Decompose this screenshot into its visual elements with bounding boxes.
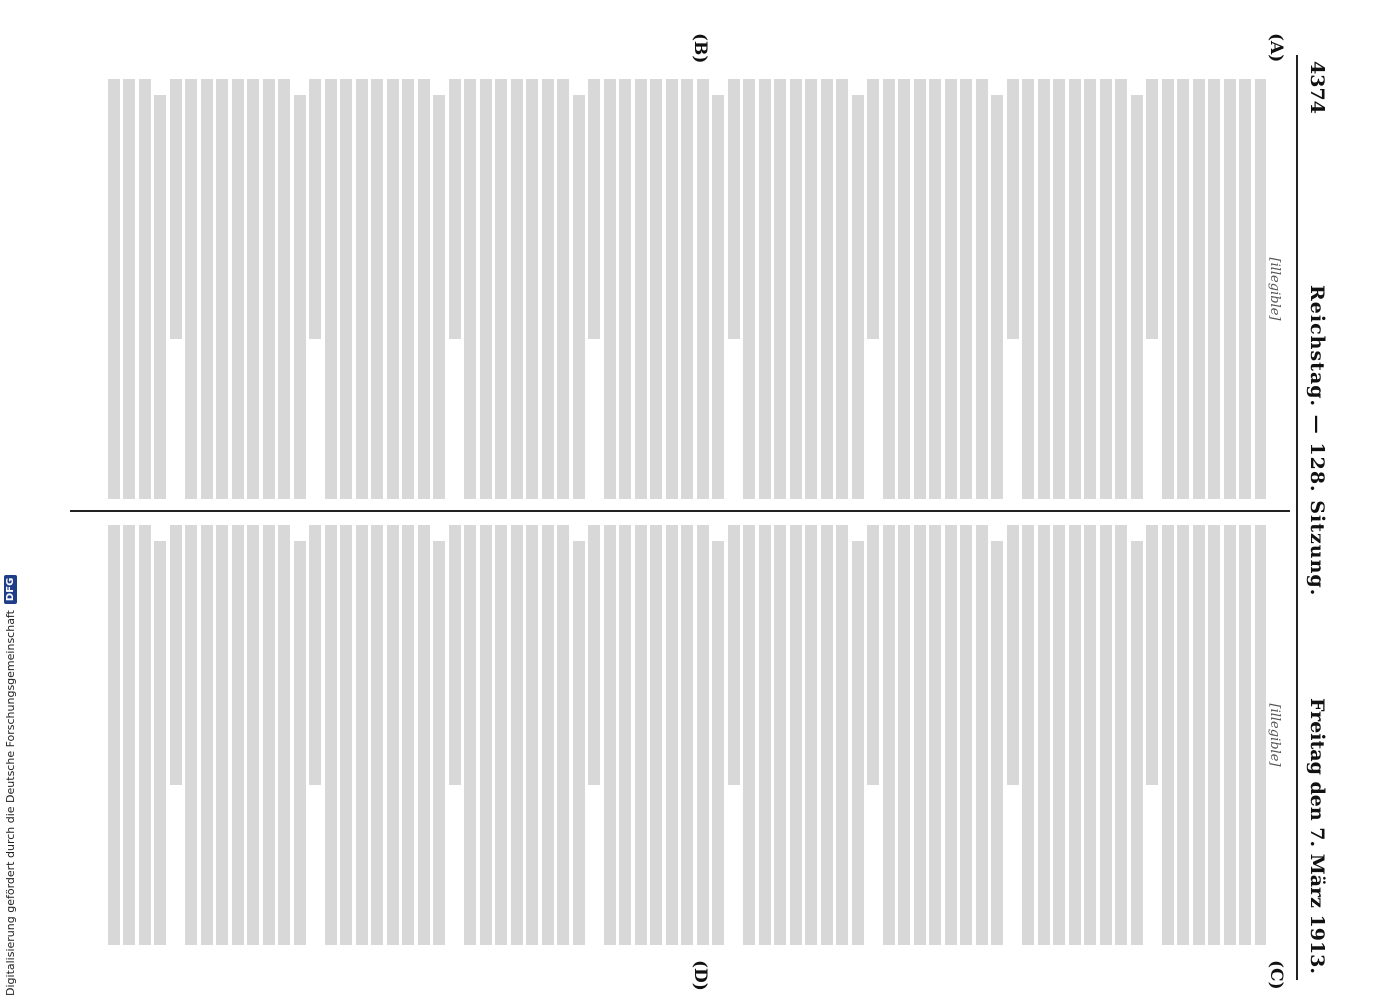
text-line-placeholder [868,525,880,785]
header-rule [1296,55,1298,980]
text-line-placeholder [1162,79,1174,499]
text-line-placeholder [232,525,244,945]
text-line-placeholder [1100,79,1112,499]
text-line-placeholder [372,525,384,945]
text-line-placeholder [372,79,384,499]
text-line-placeholder [666,79,678,499]
text-line-placeholder [604,525,616,945]
footer-credit [4,575,17,996]
text-line-placeholder [1147,79,1159,339]
text-line-placeholder [310,525,322,785]
text-line-placeholder [1116,525,1128,945]
text-line-placeholder [124,79,136,499]
text-line-placeholder [759,525,771,945]
text-line-placeholder [728,79,740,339]
text-line-placeholder [775,525,787,945]
text-line-placeholder [248,525,260,945]
text-line-placeholder [914,79,926,499]
text-line-placeholder [465,525,477,945]
text-line-placeholder [434,541,446,945]
text-line-placeholder [1069,79,1081,499]
text-line-placeholder [620,79,632,499]
text-line-placeholder [697,525,709,945]
text-line-placeholder [279,525,291,945]
text-line-placeholder [992,95,1004,499]
text-line-placeholder [1069,525,1081,945]
text-line-placeholder [744,525,756,945]
text-line-placeholder [496,79,508,499]
text-line-placeholder [1100,525,1112,945]
text-line-placeholder [387,525,399,945]
text-line-placeholder [604,79,616,499]
text-line-placeholder [852,95,864,499]
text-line-placeholder [108,79,120,499]
text-line-placeholder [124,525,136,945]
text-line-placeholder [1193,79,1205,499]
text-line-placeholder [682,525,694,945]
text-line-placeholder [325,525,337,945]
illegible-notice-left: [illegible] [1267,79,1283,499]
text-line-placeholder [837,79,849,499]
text-line-placeholder [821,525,833,945]
text-line-placeholder [697,79,709,499]
text-line-placeholder [248,79,260,499]
text-line-placeholder [279,79,291,499]
text-line-placeholder [852,541,864,945]
text-line-placeholder [945,79,957,499]
text-line-placeholder [713,541,725,945]
text-line-placeholder [1224,525,1236,945]
text-line-placeholder [728,525,740,785]
text-line-placeholder [263,525,275,945]
text-line-placeholder [480,79,492,499]
text-line-placeholder [976,79,988,499]
text-line-placeholder [961,79,973,499]
text-line-placeholder [325,79,337,499]
text-line-placeholder [217,79,229,499]
page-header [1300,55,1330,980]
margin-letter-d: (D) [690,960,710,991]
text-line-placeholder [294,541,306,945]
text-line-placeholder [1147,525,1159,785]
text-line-placeholder [403,79,415,499]
placeholder-lines-left [108,79,1283,499]
margin-letter-b: (B) [690,33,710,64]
text-line-placeholder [1085,79,1097,499]
text-line-placeholder [465,79,477,499]
text-line-placeholder [992,541,1004,945]
text-line-placeholder [1255,525,1267,945]
text-line-placeholder [480,525,492,945]
text-column-left [71,79,1286,499]
text-line-placeholder [217,525,229,945]
text-line-placeholder [589,525,601,785]
text-line-placeholder [449,79,461,339]
text-line-placeholder [511,525,523,945]
text-line-placeholder [651,79,663,499]
text-line-placeholder [589,79,601,339]
text-line-placeholder [759,79,771,499]
text-line-placeholder [666,525,678,945]
text-line-placeholder [496,525,508,945]
text-line-placeholder [201,525,213,945]
text-line-placeholder [899,79,911,499]
text-line-placeholder [1178,79,1190,499]
text-line-placeholder [883,525,895,945]
text-line-placeholder [1178,525,1190,945]
text-line-placeholder [573,95,585,499]
text-line-placeholder [1085,525,1097,945]
text-line-placeholder [387,79,399,499]
text-line-placeholder [1255,79,1267,499]
text-line-placeholder [573,541,585,945]
header-date: Freitag den 7. März 1913. [1306,698,1328,974]
text-column-right [71,525,1286,945]
text-line-placeholder [155,95,167,499]
text-line-placeholder [806,525,818,945]
text-line-placeholder [294,95,306,499]
text-line-placeholder [1023,79,1035,499]
text-line-placeholder [1038,525,1050,945]
text-line-placeholder [713,95,725,499]
text-line-placeholder [635,79,647,499]
text-line-placeholder [1038,79,1050,499]
text-line-placeholder [139,525,151,945]
text-line-placeholder [775,79,787,499]
text-line-placeholder [1023,525,1035,945]
text-line-placeholder [139,79,151,499]
text-line-placeholder [418,525,430,945]
text-line-placeholder [1054,79,1066,499]
text-line-placeholder [1240,525,1252,945]
text-line-placeholder [1131,541,1143,945]
text-line-placeholder [108,525,120,945]
rotated-page [60,33,1330,991]
text-line-placeholder [542,525,554,945]
text-line-placeholder [1209,79,1221,499]
text-line-placeholder [418,79,430,499]
text-line-placeholder [170,525,182,785]
text-line-placeholder [1162,525,1174,945]
placeholder-lines-right [108,525,1283,945]
text-line-placeholder [945,525,957,945]
text-line-placeholder [1240,79,1252,499]
text-line-placeholder [620,525,632,945]
text-line-placeholder [899,525,911,945]
text-line-placeholder [1193,525,1205,945]
text-line-placeholder [341,79,353,499]
text-line-placeholder [651,525,663,945]
text-line-placeholder [1007,525,1019,785]
text-line-placeholder [914,525,926,945]
column-divider [70,510,1290,512]
text-line-placeholder [434,95,446,499]
footer-credit-text: Digitalisierung gefördert durch die Deutsche Forschungsgemeinschaft [4,610,17,996]
margin-letter-c: (C) [1266,960,1286,990]
text-line-placeholder [790,525,802,945]
text-line-placeholder [837,525,849,945]
text-line-placeholder [1131,95,1143,499]
text-line-placeholder [263,79,275,499]
text-line-placeholder [682,79,694,499]
text-line-placeholder [744,79,756,499]
text-line-placeholder [883,79,895,499]
text-line-placeholder [821,79,833,499]
text-line-placeholder [635,525,647,945]
text-line-placeholder [449,525,461,785]
header-center: Reichstag. — 128. Sitzung. [1306,285,1328,597]
text-line-placeholder [341,525,353,945]
text-line-placeholder [1209,525,1221,945]
text-line-placeholder [1007,79,1019,339]
text-line-placeholder [1054,525,1066,945]
text-line-placeholder [511,79,523,499]
text-line-placeholder [558,525,570,945]
text-line-placeholder [558,79,570,499]
dfg-logo: DFG [4,575,17,604]
text-line-placeholder [1224,79,1236,499]
text-line-placeholder [930,79,942,499]
text-line-placeholder [186,525,198,945]
text-line-placeholder [806,79,818,499]
text-line-placeholder [155,541,167,945]
text-line-placeholder [527,525,539,945]
text-line-placeholder [542,79,554,499]
text-line-placeholder [186,79,198,499]
text-line-placeholder [961,525,973,945]
text-line-placeholder [170,79,182,339]
text-line-placeholder [356,525,368,945]
text-line-placeholder [868,79,880,339]
text-line-placeholder [310,79,322,339]
text-line-placeholder [1116,79,1128,499]
text-line-placeholder [356,79,368,499]
text-line-placeholder [790,79,802,499]
margin-letter-a: (A) [1266,33,1286,63]
text-line-placeholder [930,525,942,945]
page-number: 4374 [1306,61,1328,114]
illegible-notice-right: [illegible] [1267,525,1283,945]
text-line-placeholder [976,525,988,945]
text-line-placeholder [527,79,539,499]
text-line-placeholder [232,79,244,499]
text-line-placeholder [201,79,213,499]
text-line-placeholder [403,525,415,945]
